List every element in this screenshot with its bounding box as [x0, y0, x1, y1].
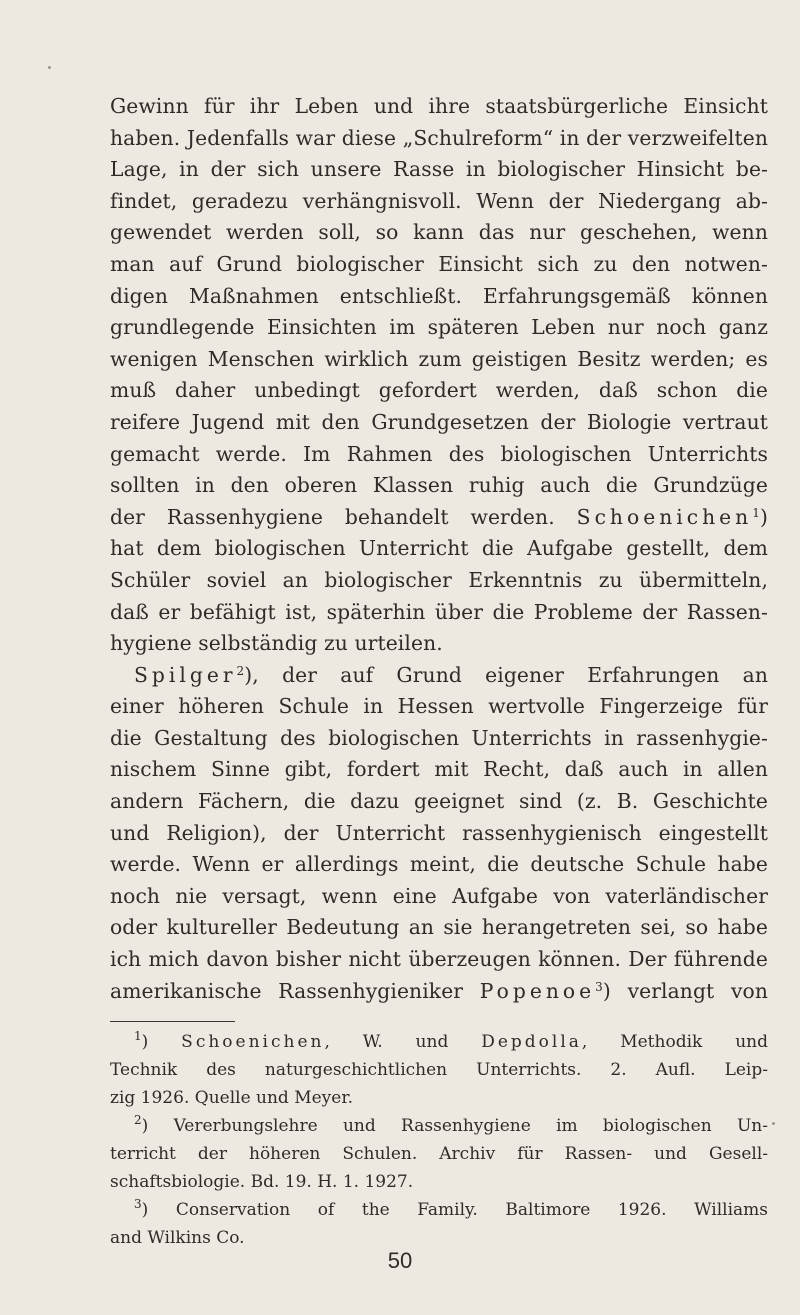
paper-speck	[48, 66, 51, 69]
text-line: und Religion), der Unterricht rassenhygienisch eingestellt	[110, 820, 768, 845]
footnote-text: terricht der höheren Schulen. Archiv für Rassen- und Gesell-	[110, 1144, 768, 1164]
text-fragment: )	[141, 1200, 149, 1220]
text-line: muß daher unbedingt gefordert werden, daß schon die	[110, 378, 768, 403]
text-fragment: verlangt von	[627, 978, 769, 1003]
text-fragment: ),	[244, 662, 259, 687]
text-line: die Gestaltung des biologischen Unterrichts in rassenhygie-	[110, 725, 768, 750]
text-line: hygiene selbständig zu urteilen.	[110, 631, 443, 656]
text-line: hat dem biologischen Unterricht die Aufgabe gestellt, dem	[110, 536, 768, 561]
author-name-schoenichen: Schoenichen	[181, 1032, 325, 1052]
text-line: einer höheren Schule in Hessen wertvolle Fingerzeige für	[110, 694, 768, 719]
text-line	[110, 976, 768, 1008]
paper-speck	[772, 1122, 775, 1125]
author-name-schoenichen: Schoenichen	[576, 504, 753, 529]
text-line: werde. Wenn er allerdings meint, die deutsche Schule habe	[110, 852, 768, 877]
footnote-text: schaftsbiologie. Bd. 19. H. 1. 1927.	[110, 1172, 414, 1192]
footnote-1: $^1$) Schoenichen, W. und Depdolla, Methodik und	[134, 1029, 768, 1052]
text-line: man auf Grund biologischer Einsicht sich zu den notwen-	[110, 251, 768, 276]
text-fragment: )	[759, 504, 768, 529]
text-fragment: )	[141, 1116, 149, 1136]
footnote-number: 1	[134, 1029, 142, 1043]
author-name-popenoe: Popenoe	[479, 978, 596, 1003]
text-line: gewendet werden soll, so kann das nur geschehen, wenn	[110, 220, 768, 245]
text-fragment: der Rassenhygiene behandelt werden.	[110, 504, 555, 529]
text-line	[110, 660, 768, 692]
text-line: haben. Jedenfalls war diese „Schulreform“ in der verzweifelten	[110, 125, 768, 150]
text-fragment: Conservation of the Family. Baltimore 1926. Williams	[175, 1200, 768, 1220]
text-line: wenigen Menschen wirklich zum geistigen Besitz werden; es	[110, 346, 768, 371]
footnote-text: Technik des naturgeschichtlichen Unterrichts. 2. Aufl. Leip-	[110, 1060, 768, 1080]
text-line: Gewinn für ihr Leben und ihre staatsbürgerliche Einsicht	[110, 94, 768, 118]
page-number: 50	[387, 1248, 413, 1273]
footnote-ref-2: 2	[236, 663, 245, 678]
main-text	[110, 91, 768, 1007]
footnote-text: zig 1926. Quelle und Meyer.	[110, 1088, 354, 1108]
text-line: Schüler soviel an biologischer Erkenntnis zu übermitteln,	[110, 567, 768, 592]
footnote-number: 3	[134, 1197, 142, 1211]
text-line: daß er befähigt ist, späterhin über die Probleme der Rassen-	[110, 599, 768, 624]
footnotes	[110, 1028, 768, 1252]
text-line: noch nie versagt, wenn eine Aufgabe von vaterländischer	[110, 883, 768, 908]
footnote-ref-1: 1	[752, 505, 760, 520]
footnote-divider	[110, 1021, 235, 1022]
text-line: andern Fächern, die dazu geeignet sind (z. B. Geschichte	[110, 789, 768, 814]
text-line: findet, geradezu verhängnisvoll. Wenn der Niedergang ab-	[110, 188, 768, 213]
text-line: ich mich davon bisher nicht überzeugen können. Der führende	[110, 947, 768, 972]
footnote-2	[110, 1112, 768, 1140]
text-line: reifere Jugend mit den Grundgesetzen der Biologie vertraut	[110, 409, 768, 434]
text-fragment: )	[602, 978, 611, 1003]
text-fragment: W. und	[362, 1032, 449, 1052]
text-line: gemacht werde. Im Rahmen des biologischen Unterrichts	[110, 441, 768, 466]
text-line: oder kultureller Bedeutung an sie herangetreten sei, so habe	[110, 915, 768, 940]
text-line: digen Maßnahmen entschließt. Erfahrungsgemäß können	[110, 283, 768, 308]
author-name-depdolla: Depdolla	[481, 1032, 582, 1052]
text-fragment: )	[141, 1032, 149, 1052]
text-line: nischem Sinne gibt, fordert mit Recht, daß auch in allen	[110, 757, 768, 782]
author-name-spilger: Spilger	[134, 662, 237, 687]
text-fragment: der auf Grund eigener Erfahrungen an	[282, 662, 768, 687]
text-fragment: Methodik und	[620, 1032, 768, 1052]
footnote-number: 2	[134, 1113, 142, 1127]
text-fragment: Vererbungslehre und Rassenhygiene im biologischen Un-	[173, 1116, 768, 1136]
text-fragment: amerikanische Rassenhygieniker	[110, 978, 464, 1003]
text-line: sollten in den oberen Klassen ruhig auch die Grundzüge	[110, 473, 768, 498]
text-line	[110, 502, 768, 534]
footnote-ref-3: 3	[595, 979, 603, 994]
footnote-text: and Wilkins Co.	[110, 1228, 245, 1248]
footnote-3	[110, 1196, 768, 1224]
text-line: Lage, in der sich unsere Rasse in biologischer Hinsicht be-	[110, 157, 768, 182]
text-line: grundlegende Einsichten im späteren Leben nur noch ganz	[110, 315, 768, 340]
